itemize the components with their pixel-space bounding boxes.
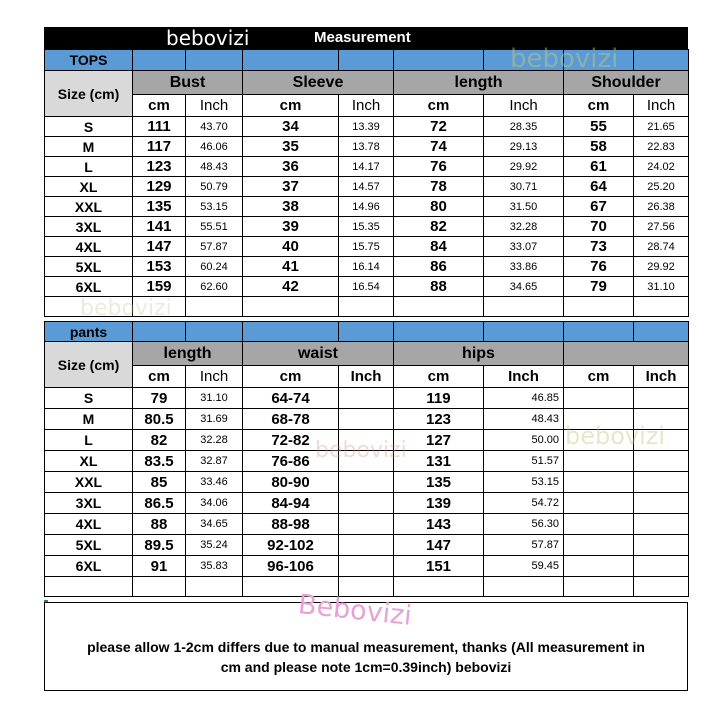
bust-cm: 135	[133, 197, 186, 217]
hips-inch: 59.45	[484, 556, 564, 577]
shoulder-cm: 70	[564, 217, 634, 237]
empty-cm	[564, 556, 634, 577]
length-inch: 29.13	[484, 137, 564, 157]
length-cm: 88	[394, 277, 484, 297]
tops-header-bust: Bust	[133, 71, 243, 95]
bust-cm: 147	[133, 237, 186, 257]
table-row	[45, 514, 689, 535]
sleeve-inch: 13.78	[339, 137, 394, 157]
size-label: 6XL	[45, 277, 133, 297]
sleeve-cm: 42	[243, 277, 339, 297]
shoulder-cm: 76	[564, 257, 634, 277]
unit-cm: cm	[564, 95, 634, 117]
length-cm: 91	[133, 556, 186, 577]
shoulder-cm: 61	[564, 157, 634, 177]
hips-cm: 147	[394, 535, 484, 556]
hips-cm: 123	[394, 409, 484, 430]
length-cm: 89.5	[133, 535, 186, 556]
waist-cm: 96-106	[243, 556, 339, 577]
table-row	[45, 277, 689, 297]
hips-cm: 151	[394, 556, 484, 577]
bust-inch: 46.06	[186, 137, 243, 157]
waist-cm: 92-102	[243, 535, 339, 556]
shoulder-cm: 55	[564, 117, 634, 137]
unit-cm: cm	[394, 366, 484, 388]
table-row	[45, 493, 689, 514]
size-label: S	[45, 117, 133, 137]
waist-inch	[339, 535, 394, 556]
size-label: 4XL	[45, 514, 133, 535]
pants-spacer-row	[45, 577, 689, 597]
length-cm: 80	[394, 197, 484, 217]
size-label: 5XL	[45, 257, 133, 277]
unit-inch: Inch	[186, 366, 243, 388]
length-inch: 34.65	[186, 514, 243, 535]
sleeve-inch: 14.96	[339, 197, 394, 217]
brand-name: bebovizi	[166, 26, 250, 50]
bust-inch: 55.51	[186, 217, 243, 237]
empty-cm	[564, 472, 634, 493]
tops-section-row	[45, 50, 689, 71]
shoulder-inch: 22.83	[634, 137, 689, 157]
waist-inch	[339, 556, 394, 577]
size-label: XL	[45, 451, 133, 472]
unit-inch: Inch	[339, 366, 394, 388]
unit-cm: cm	[133, 95, 186, 117]
length-inch: 32.28	[484, 217, 564, 237]
brand-logo: Bebovizi	[296, 589, 414, 632]
unit-inch: Inch	[186, 95, 243, 117]
pants-header-hips: hips	[394, 342, 564, 366]
bust-cm: 111	[133, 117, 186, 137]
title-bar	[44, 27, 688, 49]
size-label: L	[45, 430, 133, 451]
length-cm: 82	[394, 217, 484, 237]
size-label: L	[45, 157, 133, 177]
length-cm: 86	[394, 257, 484, 277]
bust-cm: 141	[133, 217, 186, 237]
shoulder-cm: 67	[564, 197, 634, 217]
length-inch: 28.35	[484, 117, 564, 137]
length-cm: 86.5	[133, 493, 186, 514]
shoulder-inch: 25.20	[634, 177, 689, 197]
table-row	[45, 388, 689, 409]
unit-inch: Inch	[484, 95, 564, 117]
watermark: bebovizi	[80, 296, 172, 321]
size-label: M	[45, 137, 133, 157]
tops-header-length: length	[394, 71, 564, 95]
waist-inch	[339, 430, 394, 451]
shoulder-inch: 26.38	[634, 197, 689, 217]
length-inch: 32.28	[186, 430, 243, 451]
shoulder-inch: 31.10	[634, 277, 689, 297]
sleeve-cm: 37	[243, 177, 339, 197]
pants-header-waist: waist	[243, 342, 394, 366]
unit-inch: Inch	[484, 366, 564, 388]
length-cm: 82	[133, 430, 186, 451]
sleeve-cm: 40	[243, 237, 339, 257]
bust-inch: 43.70	[186, 117, 243, 137]
hips-inch: 54.72	[484, 493, 564, 514]
waist-inch	[339, 409, 394, 430]
shoulder-cm: 58	[564, 137, 634, 157]
waist-inch	[339, 388, 394, 409]
unit-inch: Inch	[634, 366, 689, 388]
size-label: XL	[45, 177, 133, 197]
empty-inch	[634, 493, 689, 514]
size-label: 5XL	[45, 535, 133, 556]
length-inch: 29.92	[484, 157, 564, 177]
length-cm: 79	[133, 388, 186, 409]
unit-cm: cm	[133, 366, 186, 388]
unit-cm: cm	[243, 366, 339, 388]
waist-cm: 88-98	[243, 514, 339, 535]
tops-unit-row	[45, 95, 689, 117]
bust-inch: 57.87	[186, 237, 243, 257]
bust-inch: 62.60	[186, 277, 243, 297]
tops-header-shoulder: Shoulder	[564, 71, 689, 95]
table-row	[45, 137, 689, 157]
length-cm: 76	[394, 157, 484, 177]
sleeve-inch: 16.14	[339, 257, 394, 277]
pants-unit-row	[45, 366, 689, 388]
bust-cm: 117	[133, 137, 186, 157]
sleeve-cm: 38	[243, 197, 339, 217]
hips-cm: 131	[394, 451, 484, 472]
hips-inch: 53.15	[484, 472, 564, 493]
length-cm: 80.5	[133, 409, 186, 430]
length-inch: 33.46	[186, 472, 243, 493]
pants-header-length: length	[133, 342, 243, 366]
table-row	[45, 157, 689, 177]
sleeve-cm: 34	[243, 117, 339, 137]
length-cm: 72	[394, 117, 484, 137]
shoulder-inch: 21.65	[634, 117, 689, 137]
table-row	[45, 556, 689, 577]
hips-inch: 57.87	[484, 535, 564, 556]
hips-cm: 143	[394, 514, 484, 535]
shoulder-cm: 64	[564, 177, 634, 197]
empty-inch	[634, 514, 689, 535]
table-row	[45, 257, 689, 277]
size-label: S	[45, 388, 133, 409]
unit-cm: cm	[394, 95, 484, 117]
empty-cm	[564, 493, 634, 514]
sleeve-inch: 14.17	[339, 157, 394, 177]
note-text	[45, 637, 687, 677]
empty-inch	[634, 451, 689, 472]
pants-size-table	[44, 321, 689, 597]
bust-inch: 50.79	[186, 177, 243, 197]
tops-spacer-row	[45, 297, 689, 317]
bust-cm: 129	[133, 177, 186, 197]
shoulder-cm: 73	[564, 237, 634, 257]
length-inch: 35.24	[186, 535, 243, 556]
length-inch: 34.65	[484, 277, 564, 297]
hips-cm: 139	[394, 493, 484, 514]
measurement-note	[44, 589, 688, 691]
chart-heading: Measurement	[314, 29, 411, 46]
empty-inch	[634, 472, 689, 493]
empty-inch	[634, 556, 689, 577]
hips-inch: 46.85	[484, 388, 564, 409]
length-cm: 74	[394, 137, 484, 157]
pants-section-label: pants	[45, 322, 133, 342]
empty-cm	[564, 388, 634, 409]
empty-inch	[634, 409, 689, 430]
shoulder-inch: 28.74	[634, 237, 689, 257]
table-row	[45, 217, 689, 237]
tops-header-sleeve: Sleeve	[243, 71, 394, 95]
unit-cm: cm	[243, 95, 339, 117]
table-row	[45, 177, 689, 197]
waist-cm: 84-94	[243, 493, 339, 514]
hips-cm: 127	[394, 430, 484, 451]
table-row	[45, 197, 689, 217]
length-cm: 84	[394, 237, 484, 257]
empty-cm	[564, 535, 634, 556]
sleeve-cm: 41	[243, 257, 339, 277]
size-label: 6XL	[45, 556, 133, 577]
pants-header-empty	[564, 342, 689, 366]
unit-inch: Inch	[339, 95, 394, 117]
waist-inch	[339, 472, 394, 493]
bust-cm: 153	[133, 257, 186, 277]
bust-cm: 123	[133, 157, 186, 177]
hips-inch: 50.00	[484, 430, 564, 451]
sleeve-inch: 16.54	[339, 277, 394, 297]
pants-size-header: Size (cm)	[45, 342, 133, 388]
waist-inch	[339, 451, 394, 472]
size-label: 3XL	[45, 217, 133, 237]
watermark: bebovizi	[510, 44, 619, 74]
length-cm: 88	[133, 514, 186, 535]
hips-inch: 48.43	[484, 409, 564, 430]
empty-cm	[564, 514, 634, 535]
table-row	[45, 117, 689, 137]
tops-section-label: TOPS	[45, 50, 133, 71]
hips-cm: 135	[394, 472, 484, 493]
pants-group-header-row	[45, 342, 689, 366]
watermark: bebovizi	[315, 438, 407, 463]
shoulder-inch: 24.02	[634, 157, 689, 177]
shoulder-inch: 27.56	[634, 217, 689, 237]
empty-inch	[634, 388, 689, 409]
hips-cm: 119	[394, 388, 484, 409]
size-label: 3XL	[45, 493, 133, 514]
tops-size-table	[44, 49, 689, 317]
table-row	[45, 409, 689, 430]
length-cm: 85	[133, 472, 186, 493]
waist-cm: 72-82	[243, 430, 339, 451]
sleeve-cm: 39	[243, 217, 339, 237]
size-label: XXL	[45, 472, 133, 493]
length-inch: 34.06	[186, 493, 243, 514]
note-line-2: cm and please note 1cm=0.39inch) bebovizi	[220, 659, 512, 675]
pants-section-row	[45, 322, 689, 342]
sleeve-inch: 15.35	[339, 217, 394, 237]
unit-inch: Inch	[634, 95, 689, 117]
table-row	[45, 535, 689, 556]
waist-inch	[339, 493, 394, 514]
table-row	[45, 430, 689, 451]
watermark: bebovizi	[565, 422, 666, 450]
table-row	[45, 472, 689, 493]
empty-inch	[634, 430, 689, 451]
sleeve-cm: 35	[243, 137, 339, 157]
sleeve-inch: 15.75	[339, 237, 394, 257]
unit-cm: cm	[564, 366, 634, 388]
bust-inch: 48.43	[186, 157, 243, 177]
tops-size-header: Size (cm)	[45, 71, 133, 117]
waist-cm: 64-74	[243, 388, 339, 409]
length-inch: 31.10	[186, 388, 243, 409]
length-inch: 30.71	[484, 177, 564, 197]
sleeve-cm: 36	[243, 157, 339, 177]
empty-cm	[564, 451, 634, 472]
bust-cm: 159	[133, 277, 186, 297]
tops-group-header-row	[45, 71, 689, 95]
length-cm: 83.5	[133, 451, 186, 472]
size-label: 4XL	[45, 237, 133, 257]
table-row	[45, 237, 689, 257]
waist-cm: 76-86	[243, 451, 339, 472]
waist-inch	[339, 514, 394, 535]
waist-cm: 68-78	[243, 409, 339, 430]
sleeve-inch: 13.39	[339, 117, 394, 137]
length-inch: 33.86	[484, 257, 564, 277]
empty-inch	[634, 535, 689, 556]
size-label: XXL	[45, 197, 133, 217]
shoulder-cm: 79	[564, 277, 634, 297]
length-inch: 31.69	[186, 409, 243, 430]
length-inch: 35.83	[186, 556, 243, 577]
waist-cm: 80-90	[243, 472, 339, 493]
note-line-1: please allow 1-2cm differs due to manual measurement, thanks (All measurement in	[87, 639, 645, 655]
size-label: M	[45, 409, 133, 430]
bust-inch: 60.24	[186, 257, 243, 277]
hips-inch: 51.57	[484, 451, 564, 472]
shoulder-inch: 29.92	[634, 257, 689, 277]
length-inch: 32.87	[186, 451, 243, 472]
length-inch: 33.07	[484, 237, 564, 257]
table-row	[45, 451, 689, 472]
hips-inch: 56.30	[484, 514, 564, 535]
length-cm: 78	[394, 177, 484, 197]
length-inch: 31.50	[484, 197, 564, 217]
sleeve-inch: 14.57	[339, 177, 394, 197]
empty-cm	[564, 430, 634, 451]
empty-cm	[564, 409, 634, 430]
bust-inch: 53.15	[186, 197, 243, 217]
